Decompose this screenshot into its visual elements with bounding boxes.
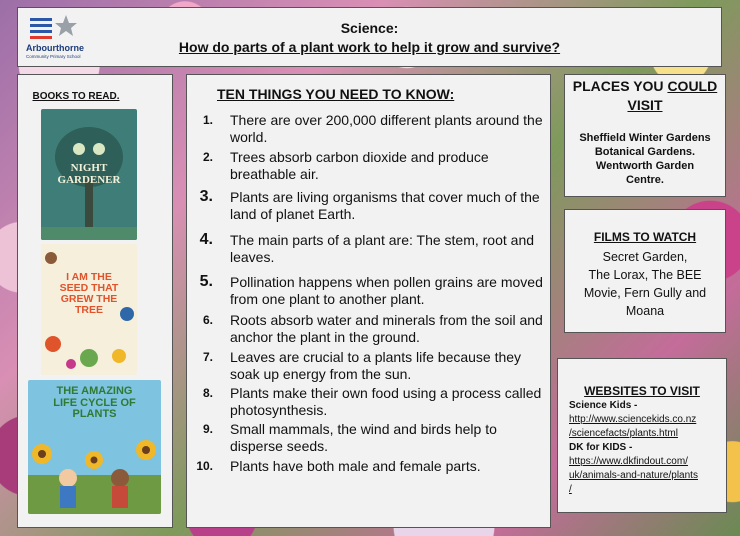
places-panel xyxy=(564,74,726,197)
places-heading xyxy=(565,77,725,115)
website-link-dk-for-kids[interactable] xyxy=(569,455,725,497)
websites-list xyxy=(569,399,725,497)
book-cover-i-am-the-seed[interactable] xyxy=(41,244,137,375)
fact-text: Leaves are crucial to a plants life because they soak up energy from the sun. xyxy=(230,349,522,382)
logo-school-name: Arbourthorne xyxy=(26,43,84,53)
fact-text: Trees absorb carbon dioxide and produce breathable air. xyxy=(230,149,489,182)
website-label-science-kids: Science Kids - xyxy=(569,400,638,411)
film-line: Secret Garden, xyxy=(602,250,688,264)
book-title-life-cycle-of-plants: THE AMAZING LIFE CYCLE OF PLANTS xyxy=(53,385,136,421)
url-line: uk/animals-and-nature/plants xyxy=(569,470,698,481)
fact-text: Plants have both male and female parts. xyxy=(230,458,481,474)
facts-heading: TEN THINGS YOU NEED TO KNOW: xyxy=(217,86,455,102)
website-label-dk-for-kids: DK for KIDS - xyxy=(569,442,633,453)
book-cover-life-cycle-of-plants[interactable] xyxy=(28,380,161,514)
film-line: The Lorax, The BEE xyxy=(588,268,702,282)
fact-text: Small mammals, the wind and birds help to disperse seeds. xyxy=(230,421,497,454)
book-cover-night-gardener[interactable] xyxy=(41,109,137,240)
books-panel xyxy=(17,74,173,528)
url-line: / xyxy=(569,484,572,495)
books-heading: BOOKS TO READ. xyxy=(32,91,120,102)
films-list xyxy=(565,248,725,320)
logo-school-subtitle: Community Primary School xyxy=(26,54,81,59)
fact-number: 10. xyxy=(196,459,213,473)
films-panel xyxy=(564,209,726,333)
websites-heading: WEBSITES TO VISIT xyxy=(584,384,700,398)
facts-panel xyxy=(186,74,551,528)
fact-number: 7. xyxy=(202,350,213,364)
url-line: /sciencefacts/plants.html xyxy=(569,428,678,439)
films-heading: FILMS TO WATCH xyxy=(593,230,697,244)
fact-number: 1. xyxy=(202,113,213,127)
website-link-science-kids[interactable] xyxy=(569,413,725,441)
place-item: Centre. xyxy=(626,174,664,186)
place-item: Sheffield Winter Gardens xyxy=(579,132,711,144)
header-panel xyxy=(17,7,722,67)
fact-text: Roots absorb water and minerals from the soil and anchor the plant in the ground. xyxy=(230,312,543,345)
fact-number: 3. xyxy=(199,188,213,205)
url-line: http://www.sciencekids.co.nz xyxy=(569,414,697,425)
book-title-night-gardener: NIGHT GARDENER xyxy=(57,162,121,186)
fact-number: 4. xyxy=(199,231,213,248)
places-heading-part-2: VISIT xyxy=(627,97,663,113)
fact-text: Plants are living organisms that cover much of the land of planet Earth. xyxy=(230,189,540,222)
places-heading-underlined: COULD xyxy=(667,78,718,94)
film-line: Movie, Fern Gully and xyxy=(583,286,707,300)
page-title: How do parts of a plant work to help it grow and survive? xyxy=(178,39,561,55)
places-heading-part: PLACES YOU xyxy=(572,78,664,94)
fact-number: 6. xyxy=(202,313,213,327)
place-item: Botanical Gardens. xyxy=(594,146,696,158)
fact-text: Pollination happens when pollen grains are moved from one plant to another plant. xyxy=(230,274,543,307)
fact-number: 5. xyxy=(199,273,213,290)
fact-number: 2. xyxy=(202,150,213,164)
place-item: Wentworth Garden xyxy=(595,160,695,172)
subject-heading: Science: xyxy=(340,20,399,36)
places-list xyxy=(565,131,725,187)
book-title-i-am-the-seed: I AM THE SEED THAT GREW THE TREE xyxy=(59,271,119,317)
fact-number: 8. xyxy=(202,386,213,400)
websites-panel xyxy=(557,358,727,513)
fact-text: The main parts of a plant are: The stem, root and leaves. xyxy=(230,232,535,265)
url-line: https://www.dkfindout.com/ xyxy=(569,456,688,467)
fact-text: Plants make their own food using a process called photosynthesis. xyxy=(230,385,542,418)
film-line: Moana xyxy=(625,304,665,318)
fact-text: There are over 200,000 different plants around the world. xyxy=(230,112,543,145)
fact-number: 9. xyxy=(202,422,213,436)
